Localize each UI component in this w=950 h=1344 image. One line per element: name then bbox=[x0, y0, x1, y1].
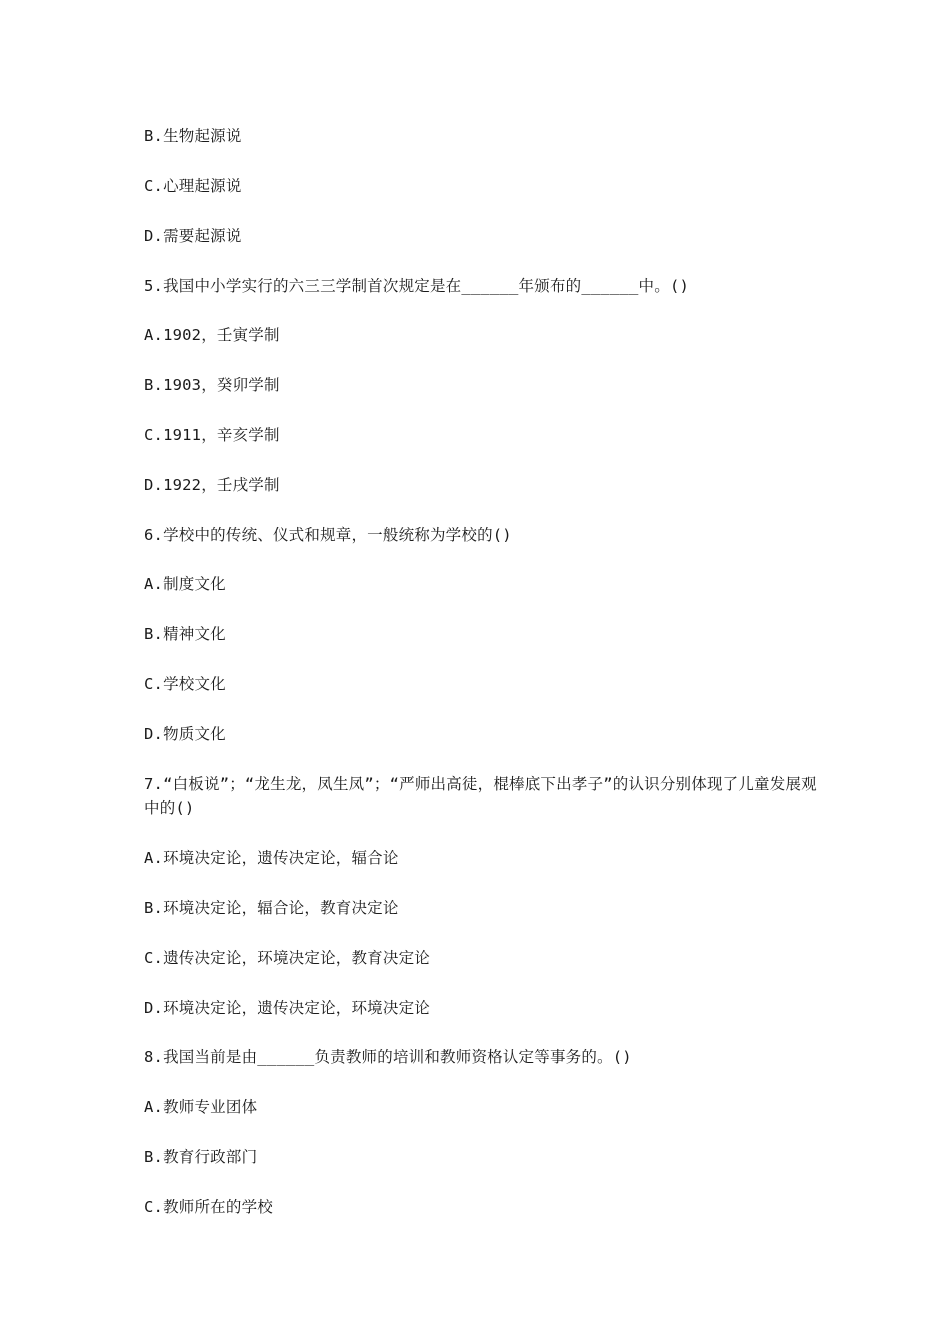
option-d-q4: D.需要起源说 bbox=[144, 227, 242, 245]
option-c-q6: C.学校文化 bbox=[144, 675, 226, 693]
option-d-q7: D.环境决定论，遗传决定论，环境决定论 bbox=[144, 999, 430, 1017]
option-c-q5: C.1911，辛亥学制 bbox=[144, 426, 280, 444]
option-c-q4: C.心理起源说 bbox=[144, 177, 242, 195]
question-5: 5.我国中小学实行的六三三学制首次规定是在______年颁布的______中。() bbox=[144, 277, 690, 295]
option-a-q7: A.环境决定论，遗传决定论，辐合论 bbox=[144, 849, 399, 867]
question-7: 7.“白板说”；“龙生龙，凤生凤”；“严师出高徒，棍棒底下出孝子”的认识分别体现了儿童发展观中的() bbox=[144, 775, 817, 817]
option-a-q6: A.制度文化 bbox=[144, 575, 226, 593]
option-b-q6: B.精神文化 bbox=[144, 625, 226, 643]
question-8: 8.我国当前是由______负责教师的培训和教师资格认定等事务的。() bbox=[144, 1048, 632, 1066]
option-d-q6: D.物质文化 bbox=[144, 725, 226, 743]
option-a-q5: A.1902，壬寅学制 bbox=[144, 326, 280, 344]
option-c-q7: C.遗传决定论，环境决定论，教育决定论 bbox=[144, 949, 430, 967]
option-b-q8: B.教育行政部门 bbox=[144, 1148, 258, 1166]
option-d-q5: D.1922，壬戌学制 bbox=[144, 476, 280, 494]
question-6: 6.学校中的传统、仪式和规章，一般统称为学校的() bbox=[144, 526, 512, 544]
option-c-q8: C.教师所在的学校 bbox=[144, 1198, 273, 1216]
option-b-q5: B.1903，癸卯学制 bbox=[144, 376, 280, 394]
option-b-q7: B.环境决定论，辐合论，教育决定论 bbox=[144, 899, 399, 917]
option-a-q8: A.教师专业团体 bbox=[144, 1098, 258, 1116]
option-b-q4: B.生物起源说 bbox=[144, 127, 242, 145]
